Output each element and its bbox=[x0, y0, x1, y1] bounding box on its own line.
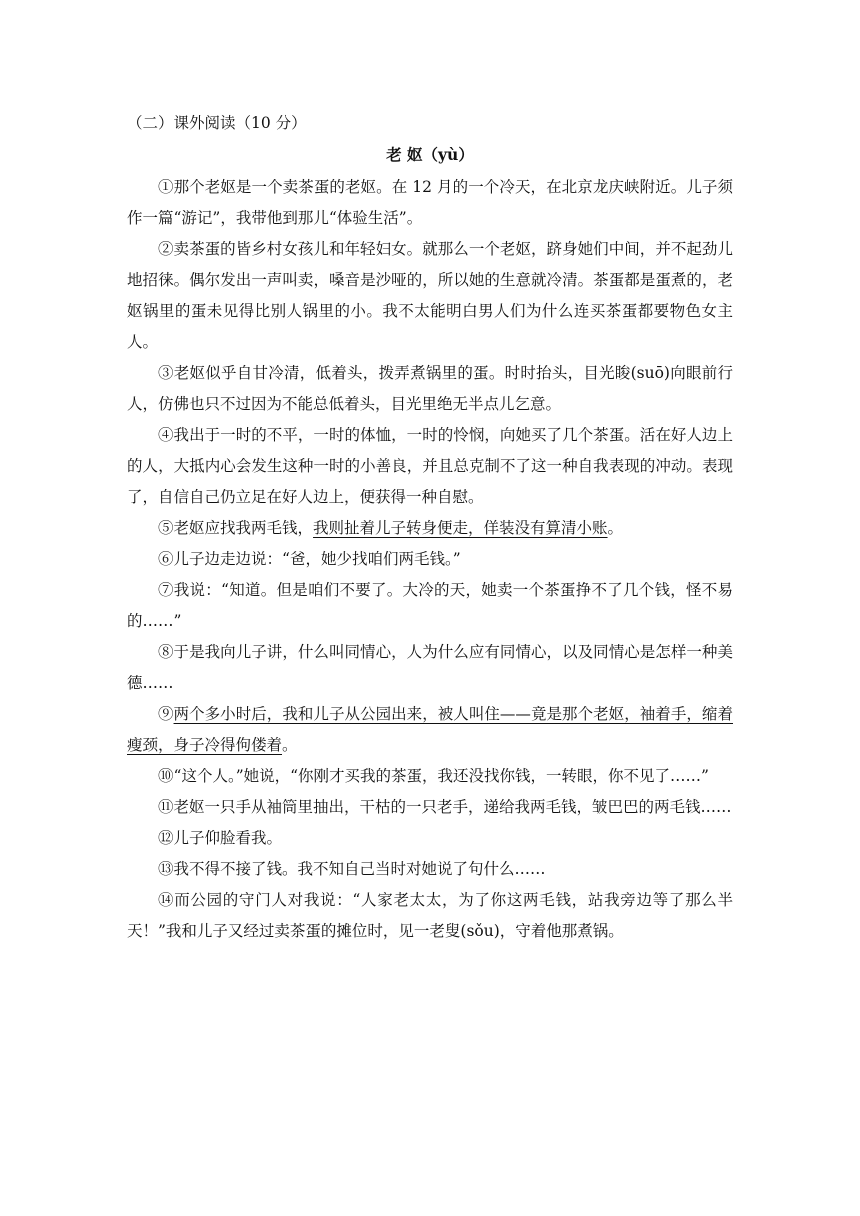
paragraph-2 bbox=[127, 234, 733, 358]
paragraph-3 bbox=[127, 358, 733, 420]
paragraph-9 bbox=[127, 699, 733, 761]
paragraph-text: 而公园的守门人对我说：“人家老太太，为了你这两毛钱，站我旁边等了那么半天！”我和儿子又经过卖茶蛋的摊位时，见一老叟(sǒu)，守着他那煮锅。 bbox=[127, 891, 733, 940]
article-title: 老 妪（yù） bbox=[386, 145, 474, 164]
paragraph-text: 老妪一只手从袖筒里抽出，干枯的一只老手，递给我两毛钱，皱巴巴的两毛钱…… bbox=[173, 798, 732, 816]
paragraph-text: 于是我向儿子讲，什么叫同情心，人为什么应有同情心，以及同情心是怎样一种美德…… bbox=[127, 643, 733, 692]
paragraph-text: 老妪应找我两毛钱， bbox=[173, 519, 314, 537]
paragraph-8 bbox=[127, 637, 733, 699]
paragraph-number: ⑭ bbox=[158, 891, 175, 909]
paragraph-5 bbox=[127, 513, 733, 544]
paragraph-number: ⑦ bbox=[158, 581, 174, 599]
paragraph-number: ② bbox=[158, 240, 174, 258]
paragraph-13 bbox=[127, 854, 733, 885]
underlined-sentence: 我则扯着儿子转身便走，佯装没有算清小账 bbox=[313, 519, 608, 537]
paragraph-10 bbox=[127, 761, 733, 792]
paragraph-text-end: 。 bbox=[282, 736, 298, 754]
paragraph-text: 我出于一时的不平，一时的体恤，一时的怜悯，向她买了几个茶蛋。活在好人边上的人，大抵内心会发生这种一时的小善良，并且总克制不了这一种自我表现的冲动。表现了，自信自己仍立足在好人边上，便获得一种自慰。 bbox=[127, 426, 733, 506]
paragraph-text-end: 。 bbox=[607, 519, 624, 537]
paragraph-6 bbox=[127, 544, 733, 575]
paragraph-7 bbox=[127, 575, 733, 637]
paragraph-text: 我不得不接了钱。我不知自己当时对她说了句什么…… bbox=[173, 860, 546, 878]
paragraph-text: 儿子边走边说：“爸，她少找咱们两毛钱。” bbox=[173, 550, 461, 568]
paragraph-number: ⑧ bbox=[158, 643, 174, 661]
paragraph-number: ⑤ bbox=[158, 519, 174, 537]
paragraph-number: ⑥ bbox=[158, 550, 174, 568]
paragraph-number: ⑫ bbox=[158, 829, 174, 847]
underlined-sentence: 两个多小时后，我和儿子从公园出来，被人叫住——竟是那个老妪，袖着手，缩着瘦颈，身子冷得佝偻着 bbox=[127, 705, 733, 754]
paragraph-number: ⑨ bbox=[158, 705, 174, 723]
paragraph-number: ⑪ bbox=[158, 798, 174, 816]
paragraph-11 bbox=[127, 792, 733, 823]
paragraph-text: 老妪似乎自甘冷清，低着头，拨弄煮锅里的蛋。时时抬头，目光睃(suō)向眼前行人，仿佛也只不过因为不能总低着头，目光里绝无半点儿乞意。 bbox=[127, 364, 733, 413]
reading-passage bbox=[127, 108, 733, 947]
section-heading: （二）课外阅读（10 分） bbox=[127, 114, 307, 132]
paragraph-text: 卖茶蛋的皆乡村女孩儿和年轻妇女。就那么一个老妪，跻身她们中间，并不起劲儿地招徕。偶尔发出一声叫卖，嗓音是沙哑的，所以她的生意就冷清。茶蛋都是蛋煮的，老妪锅里的蛋未见得比别人锅里的小。我不太能明白男人们为什么连买茶蛋都要物色女主人。 bbox=[127, 240, 733, 351]
paragraph-text: 我说：“知道。但是咱们不要了。大冷的天，她卖一个茶蛋挣不了几个钱，怪不易的……” bbox=[127, 581, 733, 630]
paragraph-12 bbox=[127, 823, 733, 854]
paragraph-text: 那个老妪是一个卖茶蛋的老妪。在 12 月的一个冷天，在北京龙庆峡附近。儿子须作一篇“游记”，我带他到那儿“体验生活”。 bbox=[127, 178, 733, 227]
paragraph-number: ① bbox=[158, 178, 174, 196]
paragraph-text: “这个人。”她说，“你刚才买我的茶蛋，我还没找你钱，一转眼，你不见了……” bbox=[173, 767, 709, 785]
paragraph-4 bbox=[127, 420, 733, 513]
paragraph-number: ⑬ bbox=[158, 860, 174, 878]
paragraph-1 bbox=[127, 172, 733, 234]
paragraph-text: 儿子仰脸看我。 bbox=[173, 829, 283, 847]
paragraph-number: ③ bbox=[158, 364, 174, 382]
paragraph-number: ④ bbox=[158, 426, 174, 444]
paragraph-14 bbox=[127, 885, 733, 947]
paragraph-number: ⑩ bbox=[158, 767, 174, 785]
